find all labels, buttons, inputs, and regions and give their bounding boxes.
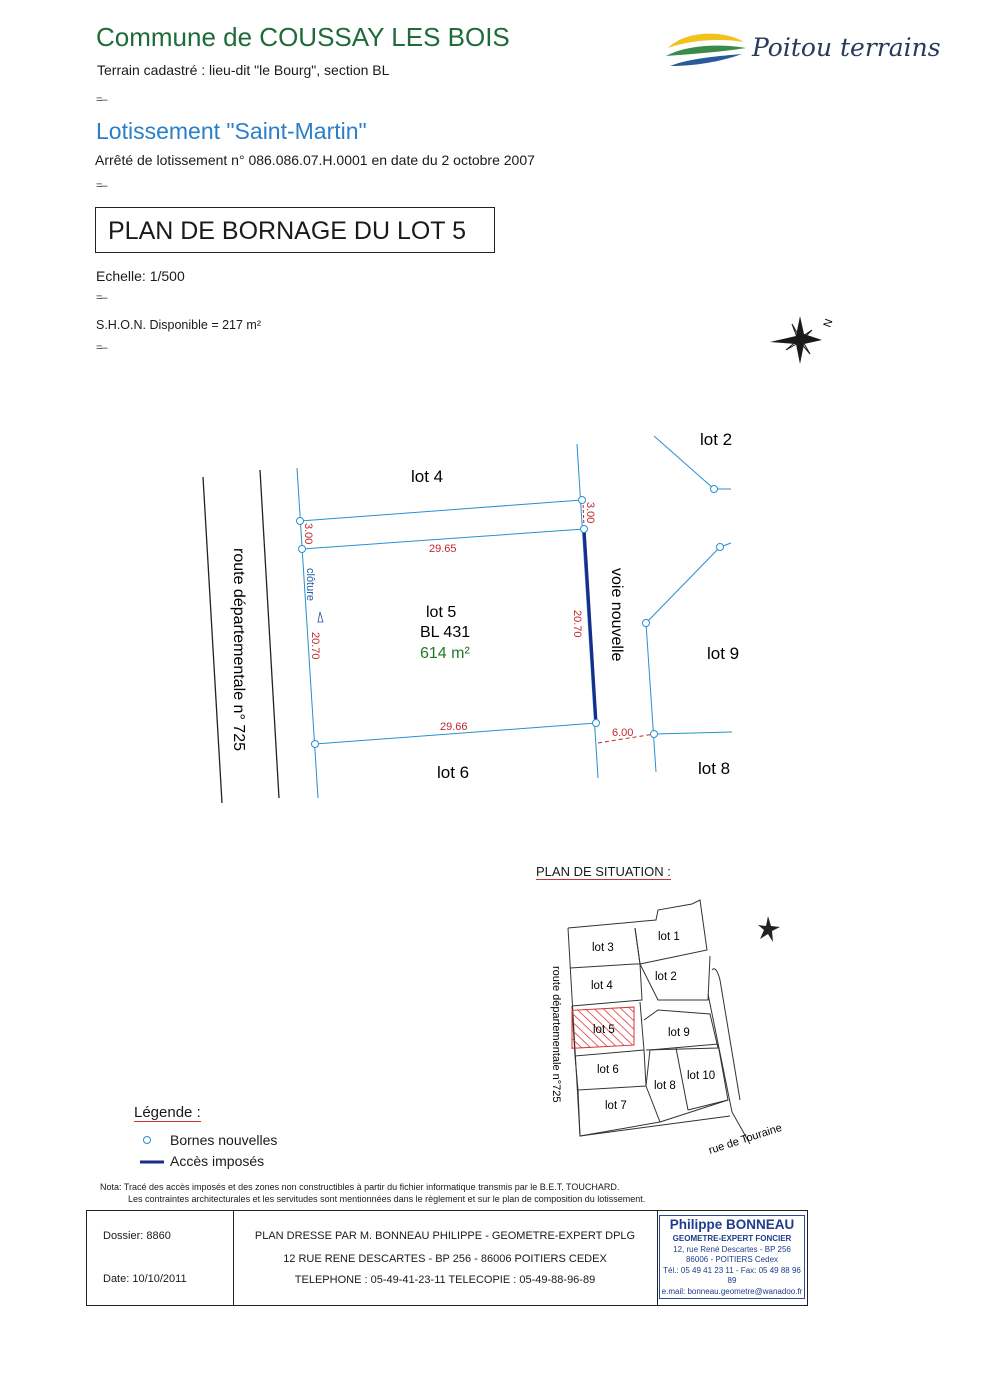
- borne-marker: [717, 544, 724, 551]
- sit-lot10-label: lot 10: [687, 1070, 716, 1082]
- sit-lot4-label: lot 4: [591, 980, 613, 992]
- lot9-boundary: [646, 547, 720, 623]
- bornage-plan: [0, 400, 990, 820]
- dim-left: 20.70: [309, 632, 321, 660]
- compass-label: N: [821, 317, 836, 330]
- voie-east-edge: [646, 623, 656, 772]
- legend-bornes-label: Bornes nouvelles: [170, 1132, 278, 1148]
- commune-title: Commune de COUSSAY LES BOIS: [96, 22, 510, 52]
- stamp-name: Philippe BONNEAU: [669, 1217, 795, 1232]
- sit-route-label: route départementale n°725: [550, 966, 562, 1103]
- route-edge-line: [203, 477, 222, 803]
- borne-marker: [643, 620, 650, 627]
- dim-right-top: 3.00: [584, 502, 596, 524]
- situation-title: PLAN DE SITUATION :: [536, 864, 671, 879]
- separator: =–: [96, 342, 107, 354]
- poitou-terrains-logo: [664, 26, 750, 72]
- nota-block: [100, 1181, 645, 1205]
- situation-road: [580, 1116, 730, 1136]
- lot5-label: lot 5: [426, 604, 457, 621]
- dim-top: 29.65: [429, 543, 457, 555]
- dim-line: [583, 500, 584, 529]
- cloture-marker-icon: [318, 612, 323, 622]
- echelle-text: Echelle: 1/500: [96, 268, 185, 284]
- lot5-area: 614 m²: [420, 645, 470, 662]
- acces-legend-icon: [140, 1153, 170, 1169]
- nota-line1: Nota: Tracé des accès imposés et des zones non constructibles à partir du fichier informatique transmis par le B.E.T. TOUCHARD.: [100, 1182, 620, 1192]
- situation-lot-boundary: [688, 1100, 728, 1110]
- sit-lot2-label: lot 2: [655, 971, 677, 983]
- separator: =–: [96, 94, 107, 106]
- plan-title: PLAN DE BORNAGE DU LOT 5: [95, 207, 495, 253]
- cadastral-ref: BL 431: [420, 624, 471, 641]
- legend-acces-label: Accès imposés: [170, 1153, 265, 1169]
- stamp-addr2: 86006 - POITIERS Cedex: [685, 1255, 779, 1264]
- arrete-text: Arrêté de lotissement n° 086.086.07.H.0001 en date du 2 octobre 2007: [95, 152, 535, 168]
- nota-line2: Les contraintes architecturales et les servitudes sont mentionnées dans le règlement et sur le plan de composition du lotissement.: [128, 1194, 646, 1204]
- lot6-label: lot 6: [437, 763, 470, 782]
- cloture-label: clôture: [304, 568, 316, 602]
- title-block: [86, 1210, 808, 1306]
- lot4-south-line: [300, 500, 582, 521]
- surveyor-line3: TELEPHONE : 05-49-41-23-11 TELECOPIE : 05-49-88-96-89: [294, 1274, 596, 1286]
- sit-lot1-label: lot 1: [658, 931, 680, 943]
- stamp-tel: Tél.: 05 49 41 23 11 - Fax: 05 49 88 96 89: [663, 1265, 801, 1285]
- separator: =–: [96, 292, 107, 304]
- sit-lot8-label: lot 8: [654, 1080, 676, 1092]
- dim-bottom: 29.66: [440, 721, 468, 733]
- voie-label: voie nouvelle: [608, 568, 625, 662]
- borne-marker: [312, 741, 319, 748]
- lotissement-title: Lotissement "Saint-Martin": [96, 118, 367, 144]
- dossier-cell: [87, 1211, 234, 1305]
- situation-road: [708, 994, 750, 1144]
- north-arrow-icon: [762, 310, 842, 370]
- surveyor-cell: [233, 1211, 658, 1305]
- stamp-mail: e.mail: bonneau.geometre@wanadoo.fr: [661, 1286, 803, 1296]
- shon-text: S.H.O.N. Disponible = 217 m²: [96, 318, 261, 332]
- situation-map: [540, 890, 810, 1160]
- borne-marker: [711, 486, 718, 493]
- stamp-addr1: 12, rue René Descartes - BP 256: [673, 1244, 791, 1254]
- route-edge-line: [260, 470, 279, 798]
- lot8-boundary: [654, 732, 732, 734]
- separator: =–: [96, 180, 107, 192]
- legend-bornes-row: [140, 1132, 277, 1148]
- situation-north-icon: [758, 916, 780, 942]
- lot4-label: lot 4: [411, 467, 444, 486]
- dossier-number: Dossier: 8860: [103, 1230, 171, 1242]
- situation-lot-boundary: [635, 928, 640, 964]
- borne-legend-icon: [140, 1132, 170, 1148]
- lot2-label: lot 2: [700, 430, 733, 449]
- legend-acces-row: [140, 1153, 264, 1169]
- sit-lot9-label: lot 9: [668, 1027, 690, 1039]
- sit-lot6-label: lot 6: [597, 1064, 619, 1076]
- situation-lot-boundary: [568, 900, 707, 964]
- cadastre-text: Terrain cadastré : lieu-dit "le Bourg", section BL: [97, 62, 390, 78]
- surveyor-line1: PLAN DRESSE PAR M. BONNEAU PHILIPPE - GEOMETRE-EXPERT DPLG: [254, 1230, 636, 1242]
- legend-title: Légende :: [134, 1104, 201, 1121]
- dim-left-top: 3.00: [302, 523, 314, 545]
- acces-impose-line: [584, 529, 596, 723]
- lot9-label: lot 9: [707, 644, 740, 663]
- sit-lot7-label: lot 7: [605, 1100, 627, 1112]
- sit-lot5-label: lot 5: [593, 1024, 615, 1036]
- brand-name: Poitou terrains: [752, 33, 941, 62]
- borne-marker: [593, 720, 600, 727]
- dim-road: 6.00: [612, 727, 634, 739]
- dim-right: 20.70: [571, 610, 583, 638]
- surveyor-stamp: [659, 1215, 805, 1299]
- borne-marker: [581, 526, 588, 533]
- borne-marker: [299, 546, 306, 553]
- sit-lot3-label: lot 3: [592, 942, 614, 954]
- surveyor-line2: 12 RUE RENE DESCARTES - BP 256 - 86006 POITIERS CEDEX: [283, 1253, 607, 1265]
- sit-rue-label: rue de Touraine: [707, 1121, 784, 1157]
- borne-marker: [651, 731, 658, 738]
- plan-date: Date: 10/10/2011: [103, 1273, 187, 1285]
- lot8-label: lot 8: [698, 759, 731, 778]
- stamp-title: GEOMETRE-EXPERT FONCIER: [672, 1234, 792, 1243]
- route-label: route départementale n° 725: [230, 548, 247, 751]
